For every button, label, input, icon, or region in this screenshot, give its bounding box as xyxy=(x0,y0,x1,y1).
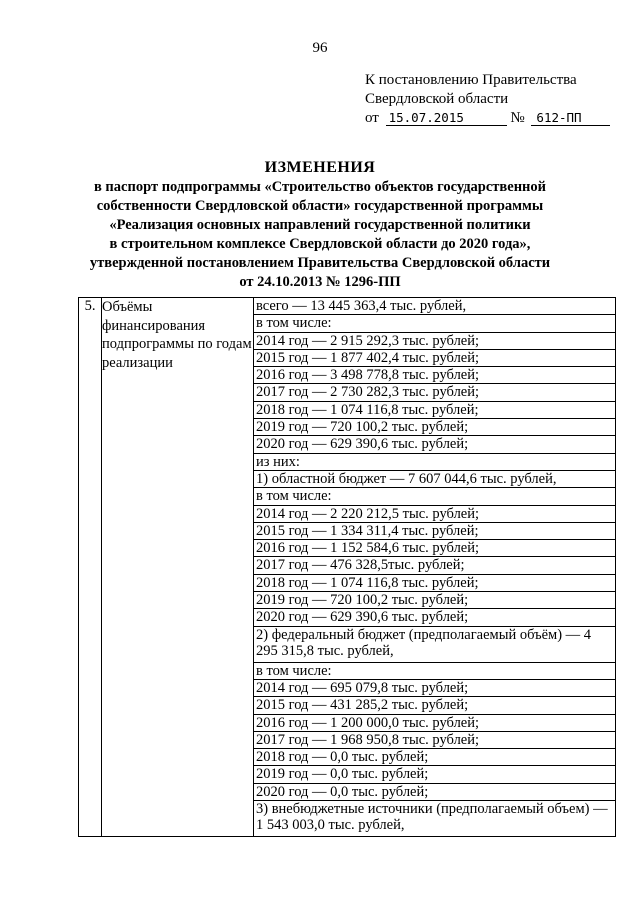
title-line: «Реализация основных направлений государственной политики xyxy=(109,217,531,233)
page-number: 96 xyxy=(312,40,328,56)
value-line: 2016 год — 1 200 000,0 тыс. рублей; xyxy=(254,715,615,732)
row-number-cell: 5. xyxy=(79,298,102,837)
value-line: из них: xyxy=(254,454,615,471)
resolution-number: 612-ПП xyxy=(531,110,610,126)
title-line: от 24.10.2013 № 1296-ПП xyxy=(239,274,401,290)
title-line: в паспорт подпрограммы «Строительство объектов государственной xyxy=(93,179,547,195)
value-line: 2016 год — 3 498 778,8 тыс. рублей; xyxy=(254,367,615,384)
value-line: 2020 год — 629 390,6 тыс. рублей; xyxy=(254,609,615,626)
appendix-date-line xyxy=(365,109,610,128)
title-line: утвержденной постановлением Правительства Свердловской области xyxy=(89,255,551,271)
value-line: 2) федеральный бюджет (предполагаемый объём) — 4 295 315,8 тыс. рублей, xyxy=(254,627,615,663)
resolution-date: 15.07.2015 xyxy=(386,110,507,126)
value-line: 2018 год — 1 074 116,8 тыс. рублей; xyxy=(254,575,615,592)
value-line: в том числе: xyxy=(254,315,615,332)
value-line: 2017 год — 476 328,5тыс. рублей; xyxy=(254,557,615,574)
table-row xyxy=(79,298,616,837)
document-title xyxy=(0,158,640,292)
value-line: 2017 год — 2 730 282,3 тыс. рублей; xyxy=(254,384,615,401)
value-line: 2019 год — 720 100,2 тыс. рублей; xyxy=(254,419,615,436)
number-prefix: № xyxy=(510,110,525,126)
row-values-cell xyxy=(254,298,616,837)
value-line: 2018 год — 0,0 тыс. рублей; xyxy=(254,749,615,766)
value-line: 2019 год — 720 100,2 тыс. рублей; xyxy=(254,592,615,609)
value-line: всего — 13 445 363,4 тыс. рублей, xyxy=(254,298,615,315)
value-line: 2015 год — 431 285,2 тыс. рублей; xyxy=(254,697,615,714)
appendix-line-2: Свердловской области xyxy=(365,91,509,107)
value-line: 2020 год — 629 390,6 тыс. рублей; xyxy=(254,436,615,453)
value-line: 2015 год — 1 877 402,4 тыс. рублей; xyxy=(254,350,615,367)
value-line: 2014 год — 695 079,8 тыс. рублей; xyxy=(254,680,615,697)
value-line: 2014 год — 2 915 292,3 тыс. рублей; xyxy=(254,333,615,350)
title-heading: ИЗМЕНЕНИЯ xyxy=(264,159,376,176)
row-label-cell: Объёмы финансирования подпрограммы по годам реализации xyxy=(102,298,254,837)
value-line: в том числе: xyxy=(254,663,615,680)
appendix-line-1: К постановлению Правительства xyxy=(365,72,577,88)
value-line: 1) областной бюджет — 7 607 044,6 тыс. рублей, xyxy=(254,471,615,488)
value-line: 2020 год — 0,0 тыс. рублей; xyxy=(254,784,615,801)
value-line: 2018 год — 1 074 116,8 тыс. рублей; xyxy=(254,402,615,419)
value-line: 2016 год — 1 152 584,6 тыс. рублей; xyxy=(254,540,615,557)
value-line: 2014 год — 2 220 212,5 тыс. рублей; xyxy=(254,506,615,523)
value-line: в том числе: xyxy=(254,488,615,505)
value-line: 2017 год — 1 968 950,8 тыс. рублей; xyxy=(254,732,615,749)
value-line: 2019 год — 0,0 тыс. рублей; xyxy=(254,766,615,783)
title-line: собственности Свердловской области» государственной программы xyxy=(96,198,544,214)
value-line: 3) внебюджетные источники (предполагаемый объем) — 1 543 003,0 тыс. рублей, xyxy=(256,801,608,834)
appendix-block xyxy=(365,71,610,128)
financing-table xyxy=(78,297,616,837)
date-prefix: от xyxy=(365,110,379,126)
value-line: 2015 год — 1 334 311,4 тыс. рублей; xyxy=(254,523,615,540)
title-line: в строительном комплексе Свердловской области до 2020 года», xyxy=(109,236,531,252)
